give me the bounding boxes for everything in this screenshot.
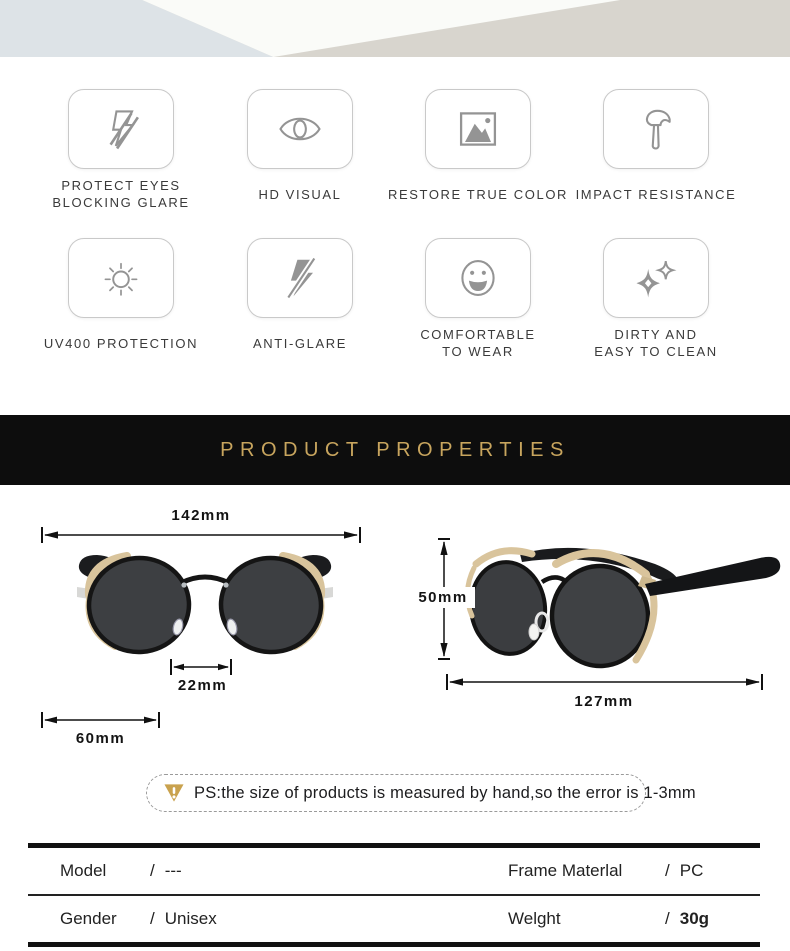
note-section <box>0 772 790 843</box>
dimension-bridge-width-label: 22mm <box>177 677 228 694</box>
feature-label-line: TO WEAR <box>442 344 514 359</box>
feature-card <box>68 89 174 169</box>
spec-value: Unisex <box>164 909 217 928</box>
feature-label-line: IMPACT RESISTANCE <box>575 186 737 202</box>
spec-value: --- <box>164 861 182 880</box>
feature-card <box>603 89 709 169</box>
table-row <box>28 896 760 942</box>
feature-card <box>68 238 174 318</box>
dimension-arrow-front-width <box>41 527 361 543</box>
spec-label: Welght <box>508 909 561 928</box>
hero-photo-strip <box>0 0 790 57</box>
feature-label-line: COMFORTABLE <box>420 327 536 342</box>
feature-label-line: DIRTY AND <box>614 327 698 342</box>
feature-label <box>258 176 341 212</box>
spec-separator: / <box>665 909 670 928</box>
feature-comfortable <box>388 238 568 361</box>
sparkle-icon <box>630 252 682 304</box>
section-banner <box>0 415 790 485</box>
dimension-arrow-lens-width <box>41 712 160 728</box>
feature-label-line: BLOCKING GLARE <box>52 195 190 210</box>
sunglasses-side-view-image <box>430 520 790 695</box>
spec-label: Frame Materlal <box>508 861 623 880</box>
feature-restore-true-color <box>388 89 568 212</box>
dimension-lens-height-label: 50mm <box>411 587 475 608</box>
sun-icon <box>95 252 147 304</box>
banner-title: PRODUCT PROPERTIES <box>220 438 570 461</box>
feature-label <box>594 325 717 361</box>
dimension-front-width-label: 142mm <box>171 507 231 524</box>
feature-label-line: RESTORE TRUE COLOR <box>388 186 569 202</box>
dimension-temple-length-label: 127mm <box>574 693 634 710</box>
feature-label-line: UV400 PROTECTION <box>43 335 199 351</box>
spec-separator: / <box>150 861 155 880</box>
feature-label <box>388 176 568 212</box>
dimensions-section <box>0 485 790 772</box>
feature-card <box>603 238 709 318</box>
sunglasses-front-view-image <box>75 543 335 663</box>
spec-value: PC <box>679 861 704 880</box>
feature-label-line: PROTECT EYES <box>61 178 181 193</box>
dimension-lens-width-label: 60mm <box>75 730 126 747</box>
feature-label <box>52 176 189 212</box>
feature-uv400 <box>31 238 211 361</box>
feature-label <box>576 176 737 212</box>
feature-card <box>247 89 353 169</box>
spec-table <box>28 843 760 947</box>
feature-grid <box>0 57 790 415</box>
glare-flash-icon <box>95 103 147 155</box>
image-icon <box>452 103 504 155</box>
feature-label-line: ANTI-GLARE <box>252 335 347 351</box>
measurement-note-pill <box>146 774 696 812</box>
dimension-arrow-temple-length <box>446 674 763 690</box>
feature-label <box>420 325 535 361</box>
feature-anti-glare <box>210 238 390 361</box>
feature-easy-clean <box>566 238 746 361</box>
spec-label: Gender <box>60 909 117 928</box>
hammer-icon <box>630 103 682 155</box>
feature-protect-eyes <box>31 89 211 212</box>
spec-label: Model <box>60 861 107 880</box>
feature-card <box>247 238 353 318</box>
anti-glare-icon <box>274 252 326 304</box>
feature-card <box>425 89 531 169</box>
table-row <box>28 848 760 896</box>
eye-icon <box>274 103 326 155</box>
feature-card <box>425 238 531 318</box>
feature-label <box>44 325 198 361</box>
spec-value: 30g <box>679 909 710 928</box>
warning-triangle-icon <box>163 783 185 803</box>
spec-separator: / <box>150 909 155 928</box>
feature-label-line: HD VISUAL <box>258 186 342 202</box>
smiley-icon <box>452 252 504 304</box>
measurement-note-text: PS:the size of products is measured by hand,so the error is 1-3mm <box>194 783 696 802</box>
spec-separator: / <box>665 861 670 880</box>
feature-hd-visual <box>210 89 390 212</box>
feature-label-line: EASY TO CLEAN <box>594 344 718 359</box>
feature-label <box>253 325 347 361</box>
dimension-arrow-bridge-width <box>170 659 232 675</box>
feature-impact-resistance <box>566 89 746 212</box>
